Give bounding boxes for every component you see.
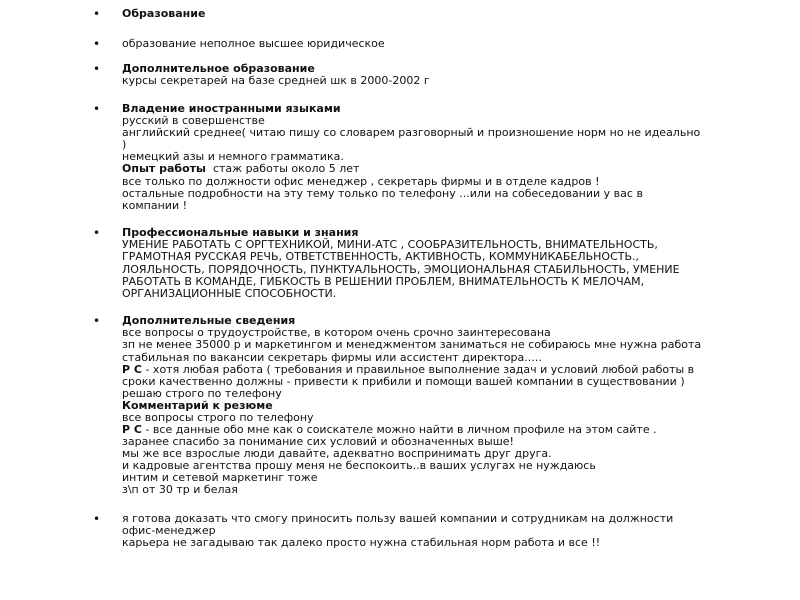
- bullet-education-value: •: [93, 37, 101, 51]
- bullet-languages: •: [93, 102, 101, 116]
- ps2-line: з\п от 30 тр и белая: [122, 483, 238, 496]
- ps2-line: и кадровые агентства прошу меня не беспокоить..в ваших услугах не нуждаюсь: [122, 459, 596, 472]
- skills-line: ГРАМОТНАЯ РУССКАЯ РЕЧЬ, ОТВЕТСТВЕННОСТЬ, АКТИВНОСТЬ, КОММУНИКАБЕЛЬНОСТЬ.,: [122, 250, 640, 263]
- ps2-text: - все данные обо мне как о соискателе можно найти в личном профиле на этом сайте .: [141, 423, 657, 436]
- bullet-extra-info: •: [93, 314, 101, 328]
- closing-line: я готова доказать что смогу приносить пользу вашей компании и сотрудникам на должности: [122, 512, 674, 525]
- extra-line: все вопросы о трудоустройстве, в котором очень срочно заинтересована: [122, 326, 551, 339]
- extra-line: зп не менее 35000 р и маркетингом и менеджментом заниматься не собираюсь мне нужна работа: [122, 338, 702, 351]
- experience-label: Опыт работы: [122, 162, 206, 175]
- closing-line: офис-менеджер: [122, 524, 216, 537]
- education-value: образование неполное высшее юридическое: [122, 37, 385, 50]
- bullet-education: •: [93, 7, 101, 21]
- experience-detail-line: компании !: [122, 199, 188, 212]
- experience-detail-line: остальные подробности на эту тему только по телефону ...или на собеседовании у вас в: [122, 187, 643, 200]
- skills-line: РАБОТАТЬ В КОМАНДЕ, ГИБКОСТЬ В РЕШЕНИИ ПРОБЛЕМ, ВНИМАТЕЛЬНОСТЬ К МЕЛОЧАМ,: [122, 275, 645, 288]
- closing-line: карьера не загадываю так далеко просто нужна стабильная норм работа и все !!: [122, 536, 601, 549]
- ps2-line: интим и сетевой маркетинг тоже: [122, 471, 318, 484]
- experience-line: [122, 163, 359, 175]
- languages-line: английский среднее( читаю пишу со словарем разговорный и произношение норм но не идеально: [122, 126, 701, 139]
- bullet-closing: •: [93, 512, 101, 526]
- ps1-label: Р С: [122, 363, 142, 376]
- ps1-line: решаю строго по телефону: [122, 387, 282, 400]
- education-title: Образование: [122, 7, 206, 20]
- ps2-line: мы же все взрослые люди давайте, адекватно воспринимать друг друга.: [122, 447, 552, 460]
- languages-line: ): [122, 138, 127, 151]
- skills-title: Профессиональные навыки и знания: [122, 226, 359, 239]
- ps1-line: сроки качественно должны - привести к прибили и помощи вашей компании в существовании ): [122, 375, 685, 388]
- experience-value: стаж работы около 5 лет: [212, 162, 360, 175]
- skills-line: УМЕНИЕ РАБОТАТЬ С ОРГТЕХНИКОЙ, МИНИ-АТС , СООБРАЗИТЕЛЬНОСТЬ, ВНИМАТЕЛЬНОСТЬ,: [122, 238, 658, 251]
- languages-line: русский в совершенстве: [122, 114, 265, 127]
- languages-line: немецкий азы и немного грамматика.: [122, 150, 344, 163]
- additional-education-title: Дополнительное образование: [122, 62, 315, 75]
- extra-title: Дополнительные сведения: [122, 314, 296, 327]
- extra-line: стабильная по вакансии секретарь фирмы или ассистент директора.....: [122, 351, 542, 364]
- ps2-line: заранее спасибо за понимание сих условий и обозначенных выше!: [122, 435, 514, 448]
- comment-line: все вопросы строго по телефону: [122, 411, 314, 424]
- languages-title: Владение иностранными языками: [122, 102, 341, 115]
- bullet-skills: •: [93, 226, 101, 240]
- experience-detail-line: все только по должности офис менеджер , секретарь фирмы и в отделе кадров !: [122, 175, 600, 188]
- skills-line: ЛОЯЛЬНОСТЬ, ПОРЯДОЧНОСТЬ, ПУНКТУАЛЬНОСТЬ, ЭМОЦИОНАЛЬНАЯ СТАБИЛЬНОСТЬ, УМЕНИЕ: [122, 263, 680, 276]
- skills-line: ОРГАНИЗАЦИОННЫЕ СПОСОБНОСТИ.: [122, 287, 337, 300]
- comment-title: Комментарий к резюме: [122, 399, 273, 412]
- ps2-label: Р С: [122, 423, 142, 436]
- additional-education-value: курсы секретарей на базе средней шк в 2000-2002 г: [122, 74, 430, 87]
- ps1-text: - хотя любая работа ( требования и правильное выполнение задач и условий любой работы в: [141, 363, 695, 376]
- bullet-additional-education: •: [93, 62, 101, 76]
